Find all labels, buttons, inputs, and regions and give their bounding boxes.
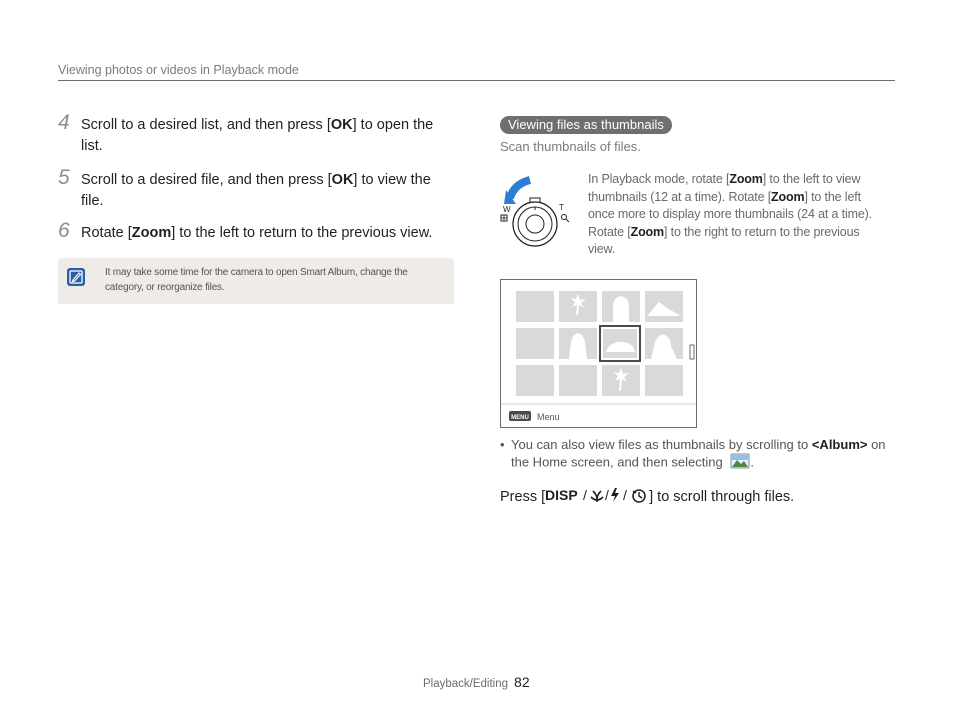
ok-key-icon: OK [331,172,354,188]
page-footer [423,674,530,690]
note-pencil-icon [67,268,85,286]
tip-part-3: . [750,454,754,470]
person-icon [613,296,629,322]
desc-part-1: In Playback mode, rotate [ [588,172,730,186]
svg-text:/: / [583,487,588,503]
step-text [81,223,476,244]
thumbnails-subtitle: Scan thumbnails of files. [500,139,641,154]
zoom-key: Zoom [630,224,664,239]
step-text-end: ] to the left to return to the previous view. [171,225,433,241]
thumbnail-screen-illustration [500,279,697,428]
svg-text:/: / [623,487,628,503]
dial-label-t: T [559,203,564,212]
menu-label: Menu [537,412,560,422]
step-text-end: ] to open the list. [81,117,434,154]
thumbnail [645,365,683,396]
footer-section: Playback/Editing [423,678,509,690]
disp-macro-flash-timer-keys-icon [545,487,649,507]
desc-part-4: ] to the right to return to the previous view. [588,224,860,256]
page-number: 82 [514,674,530,690]
album-label: <Album> [811,437,868,452]
step-number: 6 [58,219,70,242]
step-text-start: Scroll to a desired file, and then press [ [81,172,332,188]
step-text-start: Scroll to a desired list, and then press [ [81,117,331,133]
scroll-instruction [500,487,794,507]
step-text [81,170,451,212]
step-number: 4 [58,111,70,134]
thumbnail [516,291,554,322]
tip-part-1: You can also view files as thumbnails by scrolling to [511,437,812,452]
album-tip-text [511,436,896,473]
menu-key-text: MENU [511,415,529,421]
step-text-start: Rotate [ [81,225,132,241]
header-divider [58,80,895,81]
zoom-key: Zoom [131,225,172,241]
zoom-dial-icon [496,174,580,254]
svg-text:DISP: DISP [545,487,578,503]
scrollbar-thumb [690,345,694,359]
step-text-end: ] to view the file. [81,172,431,209]
dial-label-w: W [503,205,511,214]
tip-part-2: on the Home screen, and then selecting [511,437,886,470]
press-text-start: Press [ [500,489,546,505]
thumbnail [516,328,554,359]
note-text: It may take some time for the camera to open Smart Album, change the category, or reorganize files. [105,267,408,293]
ok-key-icon: OK [330,117,353,133]
step-number: 5 [58,166,70,189]
thumbnail [516,365,554,396]
thumbnail [559,365,597,396]
section-title: Viewing photos or videos in Playback mode [58,63,299,77]
svg-text:/: / [605,487,610,503]
zoom-key: Zoom [771,189,805,204]
note-box [58,258,454,304]
zoom-key: Zoom [729,172,763,186]
desc-part-3: ] to the left once more to display more thumbnails (24 at a time). Rotate [ [588,189,872,239]
zoom-description [588,171,888,259]
album-icon [730,453,750,473]
bullet-dot: • [500,437,505,452]
press-text-end: ] to scroll through files. [649,489,795,505]
step-text [81,115,451,157]
desc-part-2: ] to the left to view thumbnails (12 at a time). Rotate [ [588,172,861,204]
thumbnails-heading: Viewing files as thumbnails [500,116,672,134]
